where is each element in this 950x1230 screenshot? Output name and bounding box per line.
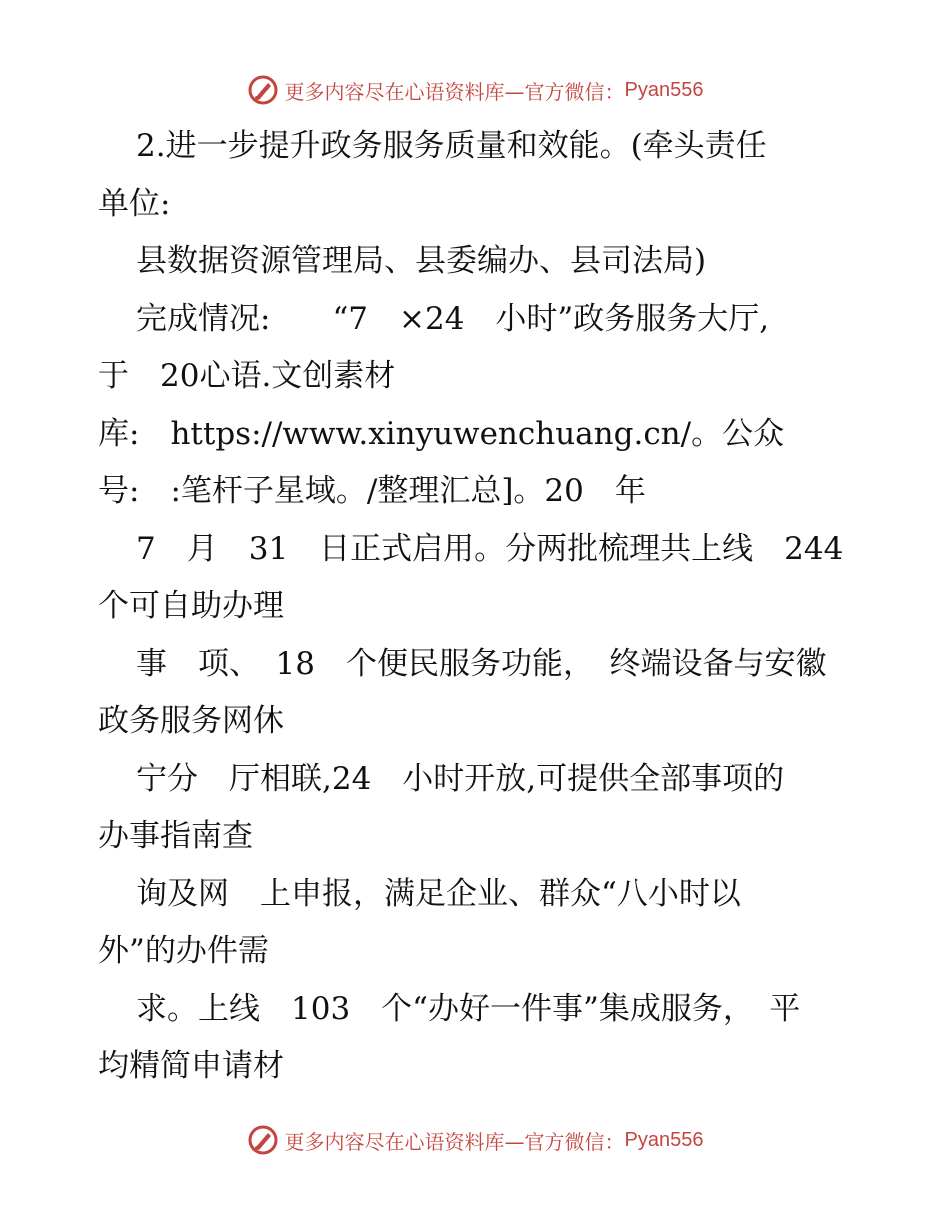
logo-icon [247,74,279,106]
text-line: 求。上线 103 个“办好一件事”集成服务， 平 [136,990,801,1027]
text-line: 办事指南查 [98,818,253,854]
text-line: 宁分 厅相联,24 小时开放,可提供全部事项的 [136,760,785,797]
text-line: 政务服务网休 [98,703,284,739]
watermark-text: 更多内容尽在心语资料库—官方微信： [284,1129,625,1154]
text-line: 个可自助办理 [98,588,284,624]
logo-icon [247,1124,279,1156]
footer-watermark [0,1120,950,1160]
text-line: 完成情况: “7 ×24 小时”政务服务大厅, [136,300,770,337]
text-line: 2.进一步提升政务服务质量和效能。(牵头责任 [136,128,767,164]
text-line: 号: :笔杆子星域。/整理汇总]。20 年 [98,473,646,509]
watermark-text: 更多内容尽在心语资料库—官方微信： [284,79,625,104]
text-line: 单位: [98,185,171,222]
text-line: 县数据资源管理局、县委编办、县司法局) [136,243,707,279]
document-body [98,118,878,1096]
watermark-id: Pyan556 [624,1128,704,1151]
watermark-id: Pyan556 [624,78,704,101]
text-line: 询及网 上申报，满足企业、群众“八小时以 [136,875,741,912]
text-line: 均精简申请材 [98,1048,284,1084]
header-watermark [0,70,950,110]
text-line: 库: https://www.xinyuwenchuang.cn/。公众 [98,415,785,452]
text-line: 事 项、 18 个便民服务功能， 终端设备与安徽 [136,645,827,682]
text-line: 7 月 31 日正式启用。分两批梳理共上线 244 [136,530,844,567]
text-line: 于 20心语.文创素材 [98,358,396,394]
text-line: 外”的办件需 [98,933,269,969]
